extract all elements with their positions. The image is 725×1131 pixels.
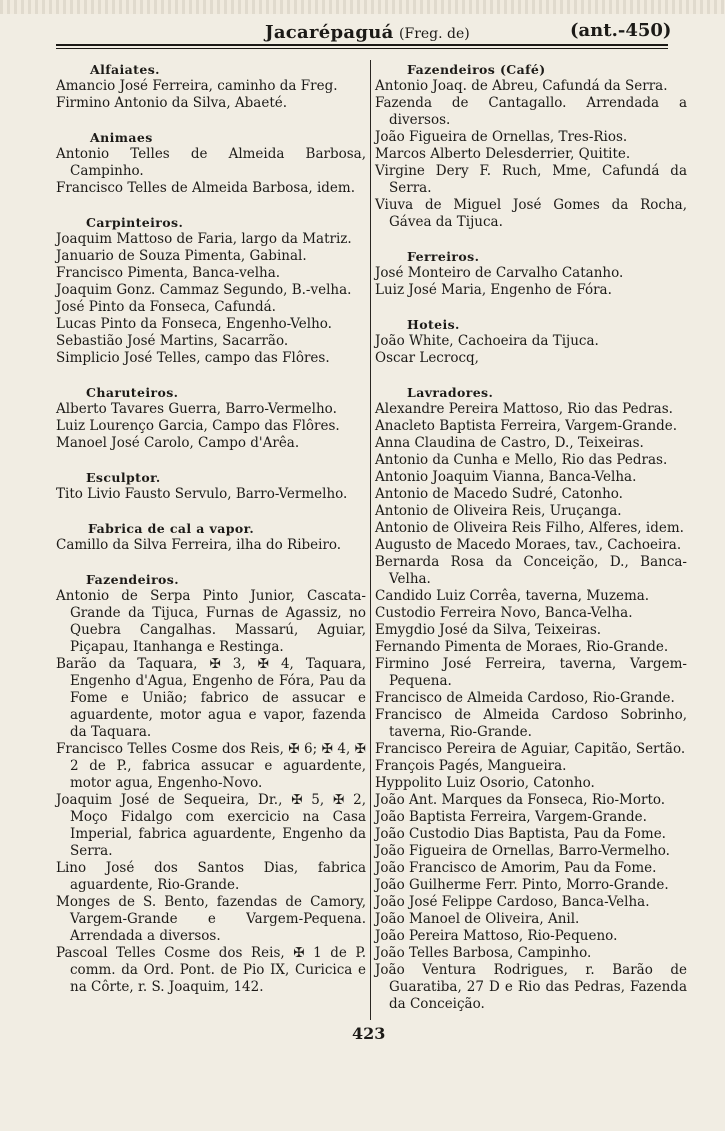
directory-entry: Tito Livio Fausto Servulo, Barro-Vermelho. bbox=[56, 486, 348, 502]
directory-entry: Luiz José Maria, Engenho de Fóra. bbox=[375, 282, 612, 298]
directory-entry: Monges de S. Bento, fazendas de Camory, Vargem-Grande e Vargem-Pequena. Arrendada a diversos. bbox=[56, 894, 366, 944]
directory-entry: Candido Luiz Corrêa, taverna, Muzema. bbox=[375, 588, 650, 604]
section-title: Carpinteiros. bbox=[86, 215, 184, 230]
section-gap bbox=[375, 231, 687, 249]
directory-entry: Antonio de Oliveira Reis, Uruçanga. bbox=[375, 503, 622, 519]
directory-entry: João Telles Barbosa, Campinho. bbox=[375, 945, 592, 961]
section-title: Alfaiates. bbox=[90, 62, 160, 77]
directory-entry: João Ant. Marques da Fonseca, Rio-Morto. bbox=[375, 792, 666, 808]
directory-entry: Francisco Telles de Almeida Barbosa, idem. bbox=[56, 180, 356, 196]
directory-entry: José Monteiro de Carvalho Catanho. bbox=[375, 265, 624, 281]
directory-entry: Augusto de Macedo Moraes, tav., Cachoeira. bbox=[375, 537, 682, 553]
section-gap bbox=[56, 452, 366, 470]
directory-section bbox=[56, 385, 366, 452]
directory-entry: Viuva de Miguel José Gomes da Rocha, Gávea da Tijuca. bbox=[375, 197, 687, 230]
header-subtitle: (Freg. de) bbox=[399, 26, 470, 42]
directory-section bbox=[56, 470, 366, 503]
directory-entry: Francisco Pereira de Aguiar, Capitão, Sertão. bbox=[375, 741, 686, 757]
directory-entry: Francisco Telles Cosme dos Reis, ✠ 6; ✠ 4, ✠ 2 de P., fabrica assucar e aguardente, motor agua, Engenho-Novo. bbox=[56, 741, 366, 791]
section-title: Fazendeiros (Café) bbox=[407, 62, 546, 77]
directory-entry: Sebastião José Martins, Sacarrão. bbox=[56, 333, 289, 349]
directory-entry: Joaquim José de Sequeira, Dr., ✠ 5, ✠ 2, Moço Fidalgo com exercicio na Casa Imperial, fabrica aguardente, Engenho da Serra. bbox=[56, 792, 366, 859]
directory-entry: Francisco Pimenta, Banca-velha. bbox=[56, 265, 281, 281]
directory-entry: Joaquim Mattoso de Faria, largo da Matriz. bbox=[56, 231, 352, 247]
directory-section bbox=[375, 62, 687, 231]
directory-entry: Firmino José Ferreira, taverna, Vargem-Pequena. bbox=[375, 656, 687, 689]
directory-entry: Fernando Pimenta de Moraes, Rio-Grande. bbox=[375, 639, 669, 655]
directory-section bbox=[375, 317, 687, 367]
section-gap bbox=[375, 299, 687, 317]
section-gap bbox=[56, 503, 366, 521]
directory-entry: François Pagés, Mangueira. bbox=[375, 758, 567, 774]
directory-entry: Hyppolito Luiz Osorio, Catonho. bbox=[375, 775, 595, 791]
directory-entry: Lino José dos Santos Dias, fabrica aguardente, Rio-Grande. bbox=[56, 860, 366, 893]
section-gap bbox=[56, 554, 366, 572]
directory-entry: João Baptista Ferreira, Vargem-Grande. bbox=[375, 809, 647, 825]
directory-entry: Antonio Joaquim Vianna, Banca-Velha. bbox=[375, 469, 637, 485]
directory-entry: Luiz Lourenço Garcia, Campo das Flôres. bbox=[56, 418, 340, 434]
directory-entry: Antonio de Macedo Sudré, Catonho. bbox=[375, 486, 623, 502]
directory-entry: Francisco de Almeida Cardoso Sobrinho, taverna, Rio-Grande. bbox=[375, 707, 687, 740]
directory-entry: João Guilherme Ferr. Pinto, Morro-Grande. bbox=[375, 877, 669, 893]
directory-entry: João Ventura Rodrigues, r. Barão de Guaratiba, 27 D e Rio das Pedras, Fazenda da Conceição. bbox=[375, 962, 687, 1012]
directory-entry: Camillo da Silva Ferreira, ilha do Ribeiro. bbox=[56, 537, 342, 553]
directory-entry: Anna Claudina de Castro, D., Teixeiras. bbox=[375, 435, 644, 451]
directory-entry: José Pinto da Fonseca, Cafundá. bbox=[56, 299, 276, 315]
directory-entry: Custodio Ferreira Novo, Banca-Velha. bbox=[375, 605, 633, 621]
directory-entry: Fazenda de Cantagallo. Arrendada a diversos. bbox=[375, 95, 687, 128]
section-gap bbox=[375, 367, 687, 385]
directory-entry: Virgine Dery F. Ruch, Mme, Cafundá da Serra. bbox=[375, 163, 687, 196]
section-title: Fabrica de cal a vapor. bbox=[88, 521, 255, 536]
directory-entry: Anacleto Baptista Ferreira, Vargem-Grande. bbox=[375, 418, 678, 434]
directory-entry: Alexandre Pereira Mattoso, Rio das Pedras. bbox=[375, 401, 673, 417]
directory-entry: Francisco de Almeida Cardoso, Rio-Grande. bbox=[375, 690, 675, 706]
right-column bbox=[375, 62, 687, 1013]
section-gap bbox=[56, 367, 366, 385]
page-top-edge bbox=[0, 0, 725, 14]
directory-entry: Oscar Lecrocq, bbox=[375, 350, 479, 366]
section-title: Fazendeiros. bbox=[86, 572, 179, 587]
directory-entry: Simplicio José Telles, campo das Flôres. bbox=[56, 350, 330, 366]
section-title: Hoteis. bbox=[407, 317, 460, 332]
directory-entry: Antonio Joaq. de Abreu, Cafundá da Serra. bbox=[375, 78, 668, 94]
section-title: Lavradores. bbox=[407, 385, 494, 400]
directory-entry: Joaquim Gonz. Cammaz Segundo, B.-velha. bbox=[56, 282, 352, 298]
directory-entry: Alberto Tavares Guerra, Barro-Vermelho. bbox=[56, 401, 337, 417]
directory-section bbox=[56, 130, 366, 197]
directory-entry: João Francisco de Amorim, Pau da Fome. bbox=[375, 860, 657, 876]
page-number: 423 bbox=[352, 1024, 386, 1043]
header-reference: (ant.-450) bbox=[570, 20, 672, 41]
left-column bbox=[56, 62, 366, 996]
directory-entry: Pascoal Telles Cosme dos Reis, ✠ 1 de P. comm. da Ord. Pont. de Pio IX, Curicica e na Côrte, r. S. Joaquim, 142. bbox=[56, 945, 366, 995]
directory-section bbox=[375, 385, 687, 1013]
directory-entry: João Figueira de Ornellas, Tres-Rios. bbox=[375, 129, 628, 145]
directory-entry: Amancio José Ferreira, caminho da Freg. bbox=[56, 78, 338, 94]
directory-entry: Bernarda Rosa da Conceição, D., Banca-Velha. bbox=[375, 554, 687, 587]
directory-entry: Barão da Taquara, ✠ 3, ✠ 4, Taquara, Engenho d'Agua, Engenho de Fóra, Pau da Fome e União; fabrico de assucar e aguardente, motor agua e vapor, fazenda da Taquara. bbox=[56, 656, 366, 740]
directory-entry: João Custodio Dias Baptista, Pau da Fome. bbox=[375, 826, 666, 842]
section-title: Ferreiros. bbox=[407, 249, 480, 264]
directory-entry: Antonio Telles de Almeida Barbosa, Campinho. bbox=[56, 146, 366, 179]
directory-entry: João White, Cachoeira da Tijuca. bbox=[375, 333, 599, 349]
directory-section bbox=[56, 215, 366, 367]
directory-section bbox=[56, 521, 366, 554]
directory-entry: Emygdio José da Silva, Teixeiras. bbox=[375, 622, 602, 638]
directory-section bbox=[375, 249, 687, 299]
directory-entry: Januario de Souza Pimenta, Gabinal. bbox=[56, 248, 307, 264]
header-rule bbox=[56, 44, 668, 46]
section-title: Esculptor. bbox=[86, 470, 161, 485]
section-gap bbox=[56, 197, 366, 215]
directory-entry: Lucas Pinto da Fonseca, Engenho-Velho. bbox=[56, 316, 332, 332]
header-title: Jacarépaguá bbox=[265, 22, 394, 43]
directory-section bbox=[56, 62, 366, 112]
directory-entry: Antonio da Cunha e Mello, Rio das Pedras. bbox=[375, 452, 668, 468]
section-title: Animaes bbox=[90, 130, 153, 145]
directory-entry: Antonio de Serpa Pinto Junior, Cascata-Grande da Tijuca, Furnas de Agassiz, no Quebra Cangalhas. Massarú, Aguiar, Piçapau, Itanhanga e Restinga. bbox=[56, 588, 366, 655]
directory-entry: João Manoel de Oliveira, Anil. bbox=[375, 911, 580, 927]
column-divider bbox=[370, 60, 371, 1020]
section-title: Charuteiros. bbox=[86, 385, 179, 400]
directory-entry: João Pereira Mattoso, Rio-Pequeno. bbox=[375, 928, 618, 944]
header-title-group bbox=[265, 22, 470, 43]
header-rule-thin bbox=[56, 48, 668, 49]
section-gap bbox=[56, 112, 366, 130]
directory-entry: Antonio de Oliveira Reis Filho, Alferes, idem. bbox=[375, 520, 684, 536]
directory-entry: Firmino Antonio da Silva, Abaeté. bbox=[56, 95, 288, 111]
directory-entry: Marcos Alberto Delesderrier, Quitite. bbox=[375, 146, 631, 162]
page-header bbox=[0, 20, 725, 46]
directory-entry: João José Felippe Cardoso, Banca-Velha. bbox=[375, 894, 650, 910]
directory-entry: João Figueira de Ornellas, Barro-Vermelho. bbox=[375, 843, 670, 859]
directory-entry: Manoel José Carolo, Campo d'Arêa. bbox=[56, 435, 300, 451]
directory-section bbox=[56, 572, 366, 996]
